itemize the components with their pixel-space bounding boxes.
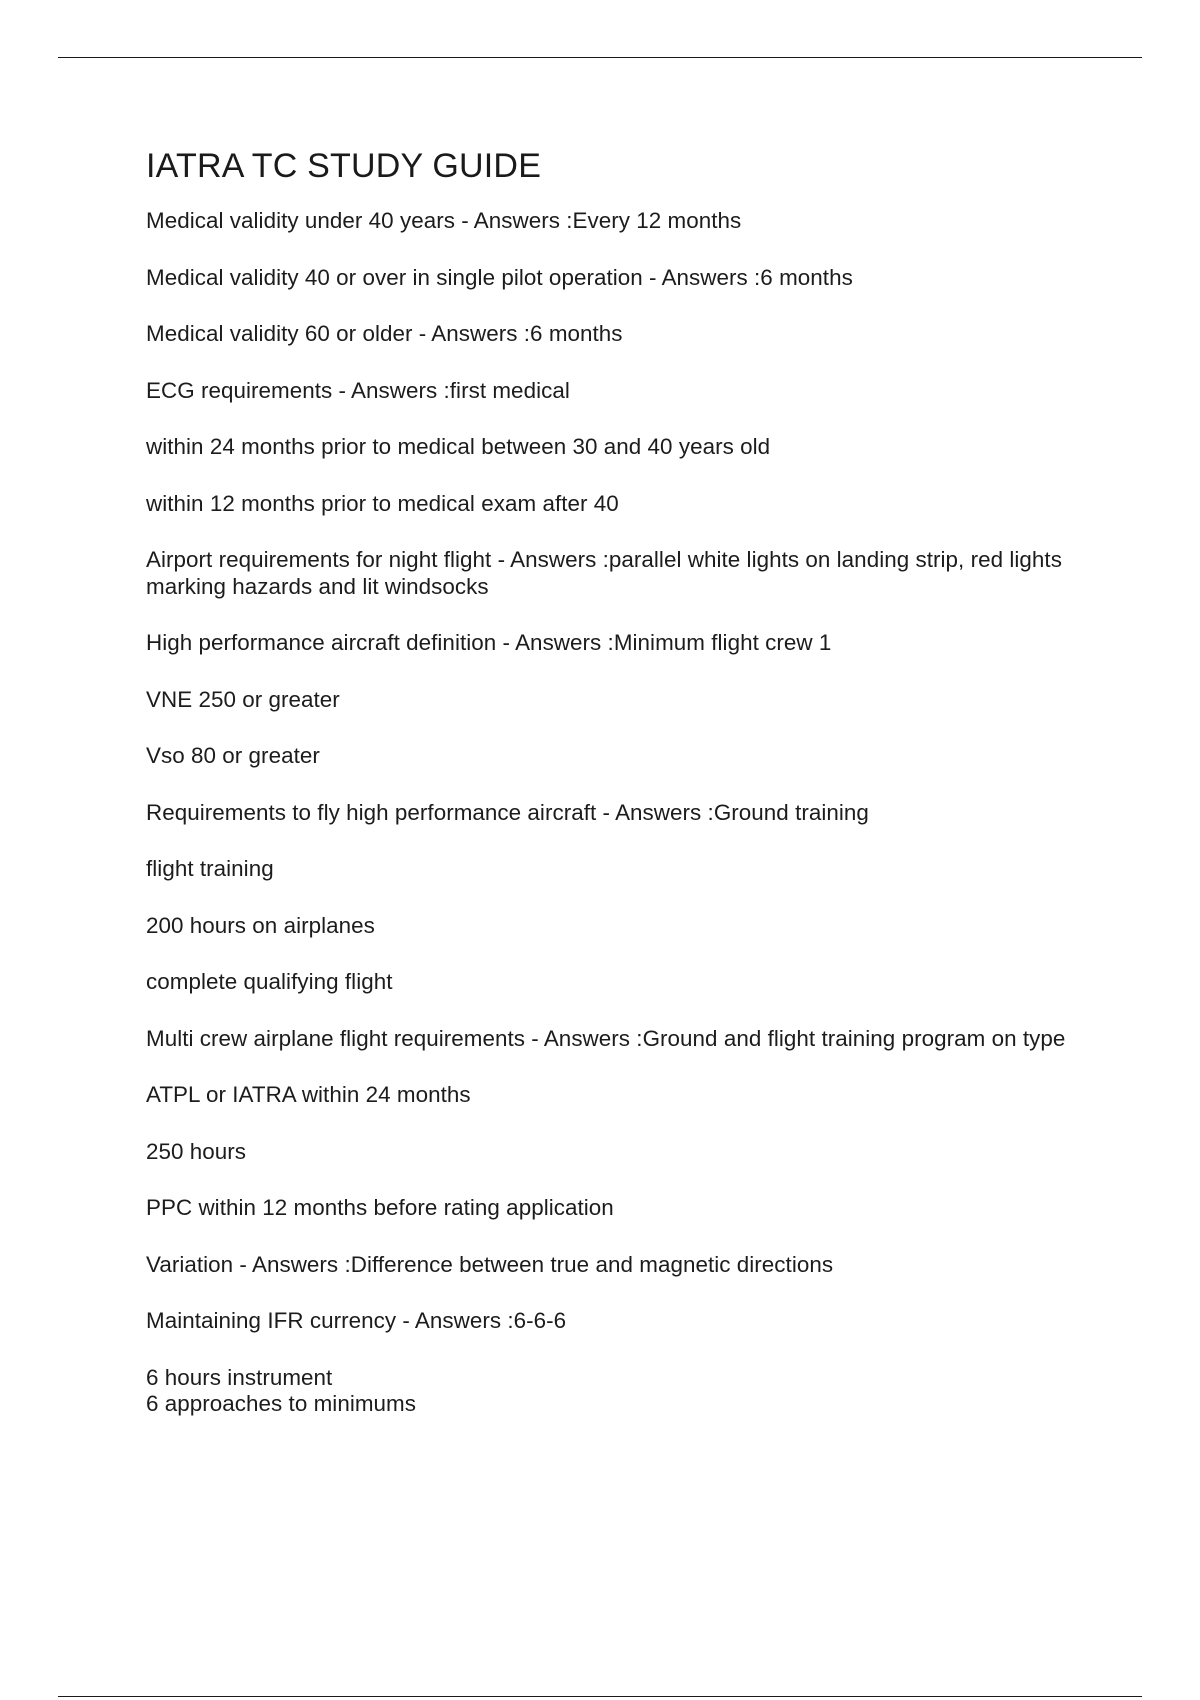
text-line: flight training xyxy=(146,856,274,881)
text-line: within 12 months prior to medical exam after 40 xyxy=(146,490,619,516)
text-line: High performance aircraft definition - Answers :Minimum flight crew 1 xyxy=(146,630,832,655)
footer-rule xyxy=(58,1696,1142,1697)
text-line: Multi crew airplane flight requirements - Answers :Ground and flight training program on type xyxy=(146,1025,1066,1051)
text-line: ECG requirements - Answers :first medical xyxy=(146,377,570,403)
text-block xyxy=(146,1365,1086,1418)
text-line: PPC within 12 months before rating application xyxy=(146,1195,614,1220)
text-line: Variation - Answers :Difference between true and magnetic directions xyxy=(146,1251,834,1277)
text-line: VNE 250 or greater xyxy=(146,686,340,712)
text-line: 6 approaches to minimums xyxy=(146,1391,417,1416)
text-line: 200 hours on airplanes xyxy=(146,912,375,938)
text-line: Medical validity under 40 years - Answers :Every 12 months xyxy=(146,208,742,233)
text-line: Medical validity 40 or over in single pilot operation - Answers :6 months xyxy=(146,264,853,290)
text-line: complete qualifying flight xyxy=(146,969,393,994)
text-line: 6 hours instrument xyxy=(146,1364,333,1390)
text-line: ATPL or IATRA within 24 months xyxy=(146,1082,471,1107)
text-line: 250 hours xyxy=(146,1138,247,1164)
text-line: Maintaining IFR currency - Answers :6-6-6 xyxy=(146,1308,567,1333)
text-line: within 24 months prior to medical between 30 and 40 years old xyxy=(146,434,771,459)
header-rule xyxy=(58,57,1142,58)
document-body xyxy=(146,141,1086,1448)
text-line: Requirements to fly high performance aircraft - Answers :Ground training xyxy=(146,799,869,825)
document-title: IATRA TC STUDY GUIDE xyxy=(146,147,542,185)
text-line: Airport requirements for night flight - Answers :parallel white lights on landing strip, red lights marking hazards and lit windsocks xyxy=(146,547,1062,599)
text-line: Medical validity 60 or older - Answers :6 months xyxy=(146,321,623,346)
text-line: Vso 80 or greater xyxy=(146,743,320,768)
